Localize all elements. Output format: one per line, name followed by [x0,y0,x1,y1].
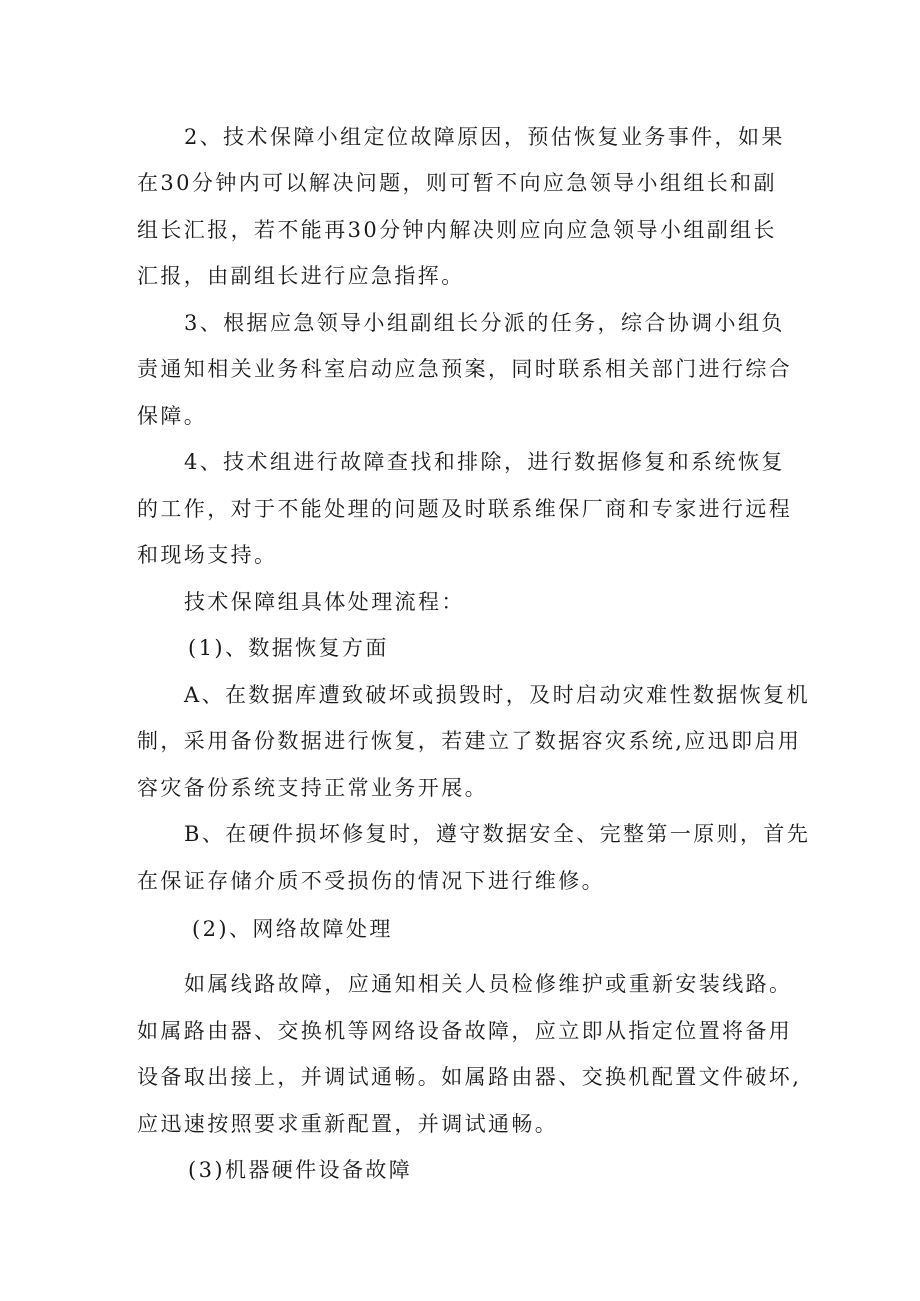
network-line-4: 应迅速按照要求重新配置，并调试通畅。 [137,1112,559,1136]
paragraph-4-line-1: 4、技术组进行故障查找和排除，进行数据修复和系统恢复 [184,450,785,474]
network-line-1: 如属线路故障，应通知相关人员检修维护或重新安装线路。 [184,972,793,996]
item-a-line-1: A、在数据库遭致破坏或损毁时，及时启动灾难性数据恢复机 [184,683,810,707]
process-heading: 技术保障组具体处理流程： [184,590,465,614]
network-line-3: 设备取出接上，并调试通畅。如属路由器、交换机配置文件破坏, [137,1065,802,1089]
paragraph-3-line-1: 3、根据应急领导小组副组长分派的任务，综合协调小组负 [184,311,785,335]
paragraph-2-line-1: 2、技术保障小组定位故障原因，预估恢复业务事件，如果 [184,125,785,149]
item-b-line-2: 在保证存储介质不受损伤的情况下进行维修。 [137,869,605,893]
section-1-heading: (1)、数据恢复方面 [188,636,389,660]
paragraph-3-line-2: 责通知相关业务科室启动应急预案，同时联系相关部门进行综合 [137,357,793,381]
section-3-heading: (3)机器硬件设备故障 [188,1158,413,1182]
item-a-line-3: 容灾备份系统支持正常业务开展。 [137,776,488,800]
network-line-2: 如属路由器、交换机等网络设备故障，应立即从指定位置将备用 [137,1019,793,1043]
item-b-line-1: B、在硬件损坏修复时，遵守数据安全、完整第一原则，首先 [184,822,811,846]
item-a-line-2: 制，采用备份数据进行恢复，若建立了数据容灾系统,应迅即启用 [137,729,802,753]
paragraph-2-line-4: 汇报，由副组长进行应急指挥。 [137,264,465,288]
paragraph-4-line-2: 的工作，对于不能处理的问题及时联系维保厂商和专家进行远程 [137,497,793,521]
paragraph-2-line-2: 在30分钟内可以解决问题，则可暂不向应急领导小组组长和副 [137,171,777,195]
paragraph-2-line-3: 组长汇报，若不能再30分钟内解决则应向应急领导小组副组长 [137,218,777,242]
paragraph-4-line-3: 和现场支持。 [137,543,278,567]
paragraph-3-line-3: 保障。 [137,404,208,428]
section-2-heading: (2)、网络故障处理 [192,917,393,941]
